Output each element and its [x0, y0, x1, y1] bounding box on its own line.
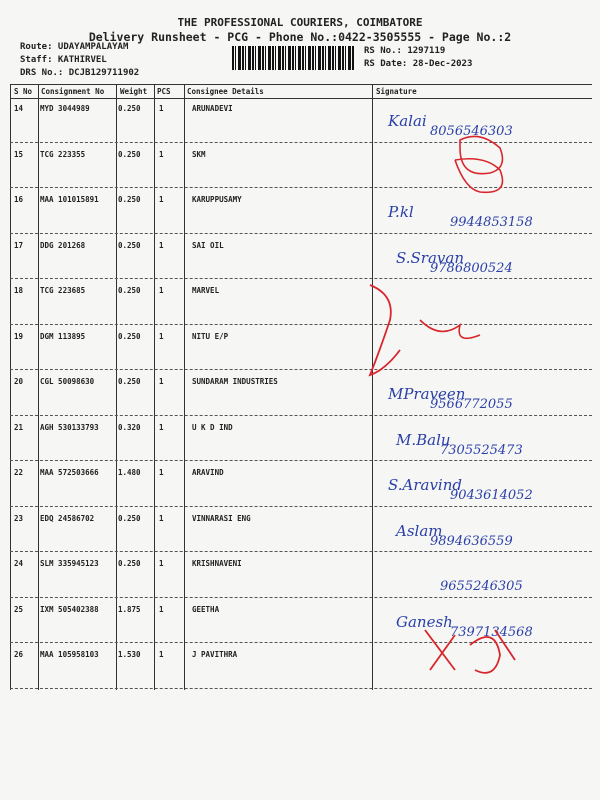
sno-cell: 21 [14, 422, 24, 432]
signature-phone: 7305525473 [440, 442, 523, 458]
consignment-cell: MAA 101015891 [40, 195, 99, 204]
signature-phone: 9894636559 [430, 533, 513, 549]
staff-label: Staff: KATHIRVEL [20, 55, 107, 65]
sno-cell: 15 [14, 149, 24, 159]
signature-name: S.Sravan [396, 248, 464, 267]
rs-date: RS Date: 28-Dec-2023 [364, 59, 473, 69]
sno-cell: 24 [14, 559, 24, 568]
sno-cell: 16 [14, 195, 24, 204]
pcs-cell: 1 [159, 286, 164, 295]
consignment-cell: MYD 3044989 [40, 104, 90, 113]
rs-number: RS No.: 1297119 [364, 46, 446, 56]
signature-phone: 9944853158 [450, 215, 533, 230]
pcs-cell: 1 [159, 513, 164, 523]
consignee-cell: U K D IND [192, 422, 233, 432]
pcs-cell: 1 [159, 195, 164, 204]
col-consignment-header: Consignment No [41, 87, 105, 96]
pcs-cell: 1 [159, 468, 164, 477]
consignment-cell: SLM 335945123 [40, 559, 99, 568]
consignee-cell: KRISHNAVENI [192, 559, 242, 568]
signature-name: MPraveen [388, 385, 466, 403]
pcs-cell: 1 [159, 104, 164, 113]
sno-cell: 25 [14, 604, 24, 614]
weight-cell: 0.250 [118, 377, 141, 386]
signature-name: Kalai [388, 112, 427, 130]
pcs-cell: 1 [159, 604, 164, 614]
consignee-cell: J PAVITHRA [192, 650, 238, 659]
weight-cell: 1.480 [118, 468, 141, 477]
consignment-cell: MAA 105958103 [40, 650, 99, 659]
col-consignee-header: Consignee Details [187, 87, 264, 96]
consignment-cell: TCG 223355 [40, 149, 86, 159]
consignee-cell: SAI OIL [192, 240, 224, 250]
consignment-cell: IXM 505402388 [40, 604, 99, 614]
consignee-cell: KARUPPUSAMY [192, 195, 242, 204]
signature-name: M.Balu [396, 430, 451, 449]
consignee-cell: SKM [192, 149, 206, 159]
pcs-cell: 1 [159, 377, 164, 386]
consignment-cell: TCG 223685 [40, 286, 86, 295]
consignment-cell: DDG 201268 [40, 240, 86, 250]
sno-cell: 14 [14, 104, 24, 113]
sno-cell: 17 [14, 240, 24, 250]
sno-cell: 19 [14, 331, 24, 341]
barcode-icon [232, 46, 354, 70]
consignment-cell: CGL 50098630 [40, 377, 95, 386]
signature-phone: 9786800524 [430, 260, 513, 276]
pcs-cell: 1 [159, 331, 164, 341]
col-sno-header: S No [14, 87, 33, 96]
consignee-cell: GEETHA [192, 604, 220, 614]
pcs-cell: 1 [159, 149, 164, 159]
consignment-cell: AGH 530133793 [40, 422, 99, 432]
col-pcs-header: PCS [157, 87, 171, 96]
col-signature-header: Signature [376, 87, 417, 96]
col-weight-header: Weight [120, 87, 148, 96]
signature-name: Aslam [396, 521, 443, 540]
sno-cell: 18 [14, 286, 24, 295]
weight-cell: 0.250 [118, 104, 141, 113]
route-label: Route: UDAYAMPALAYAM [20, 42, 129, 52]
signature-name: Ganesh [396, 612, 453, 631]
signature-phone: 9043614052 [450, 488, 533, 503]
consignee-cell: ARUNADEVI [192, 104, 233, 113]
weight-cell: 0.250 [118, 559, 141, 568]
consignee-cell: ARAVIND [192, 468, 224, 477]
signature-name: S.Aravind [388, 476, 462, 494]
signature-phone: 9566772055 [430, 397, 513, 412]
signature-phone: 9655246305 [440, 579, 523, 594]
weight-cell: 0.250 [118, 513, 141, 523]
consignee-cell: SUNDARAM INDUSTRIES [192, 377, 278, 386]
red-ink-marks [360, 110, 600, 710]
pcs-cell: 1 [159, 650, 164, 659]
consignee-cell: NITU E/P [192, 331, 229, 341]
sno-cell: 23 [14, 513, 24, 523]
consignment-cell: MAA 572503666 [40, 468, 99, 477]
signature-phone: 7397134568 [450, 624, 533, 640]
weight-cell: 0.320 [118, 422, 141, 432]
consignment-cell: DGM 113895 [40, 331, 86, 341]
drs-number: DRS No.: DCJB129711902 [20, 68, 140, 78]
consignment-cell: EDQ 24586702 [40, 513, 95, 523]
pcs-cell: 1 [159, 422, 164, 432]
pcs-cell: 1 [159, 559, 164, 568]
signature-name: P.kl [388, 203, 414, 221]
weight-cell: 0.250 [118, 149, 141, 159]
sno-cell: 26 [14, 650, 24, 659]
weight-cell: 1.530 [118, 650, 141, 659]
sno-cell: 20 [14, 377, 24, 386]
weight-cell: 0.250 [118, 195, 141, 204]
sno-cell: 22 [14, 468, 24, 477]
weight-cell: 0.250 [118, 286, 141, 295]
signature-phone: 8056546303 [430, 124, 513, 139]
consignee-cell: MARVEL [192, 286, 220, 295]
weight-cell: 1.875 [118, 604, 141, 614]
pcs-cell: 1 [159, 240, 164, 250]
consignee-cell: VINNARASI ENG [192, 513, 251, 523]
weight-cell: 0.250 [118, 240, 141, 250]
weight-cell: 0.250 [118, 331, 141, 341]
company-name: THE PROFESSIONAL COURIERS, COIMBATORE [177, 16, 423, 29]
runsheet-title: Delivery Runsheet - PCG - Phone No.:0422-3505555 - Page No.:2 [88, 30, 512, 44]
